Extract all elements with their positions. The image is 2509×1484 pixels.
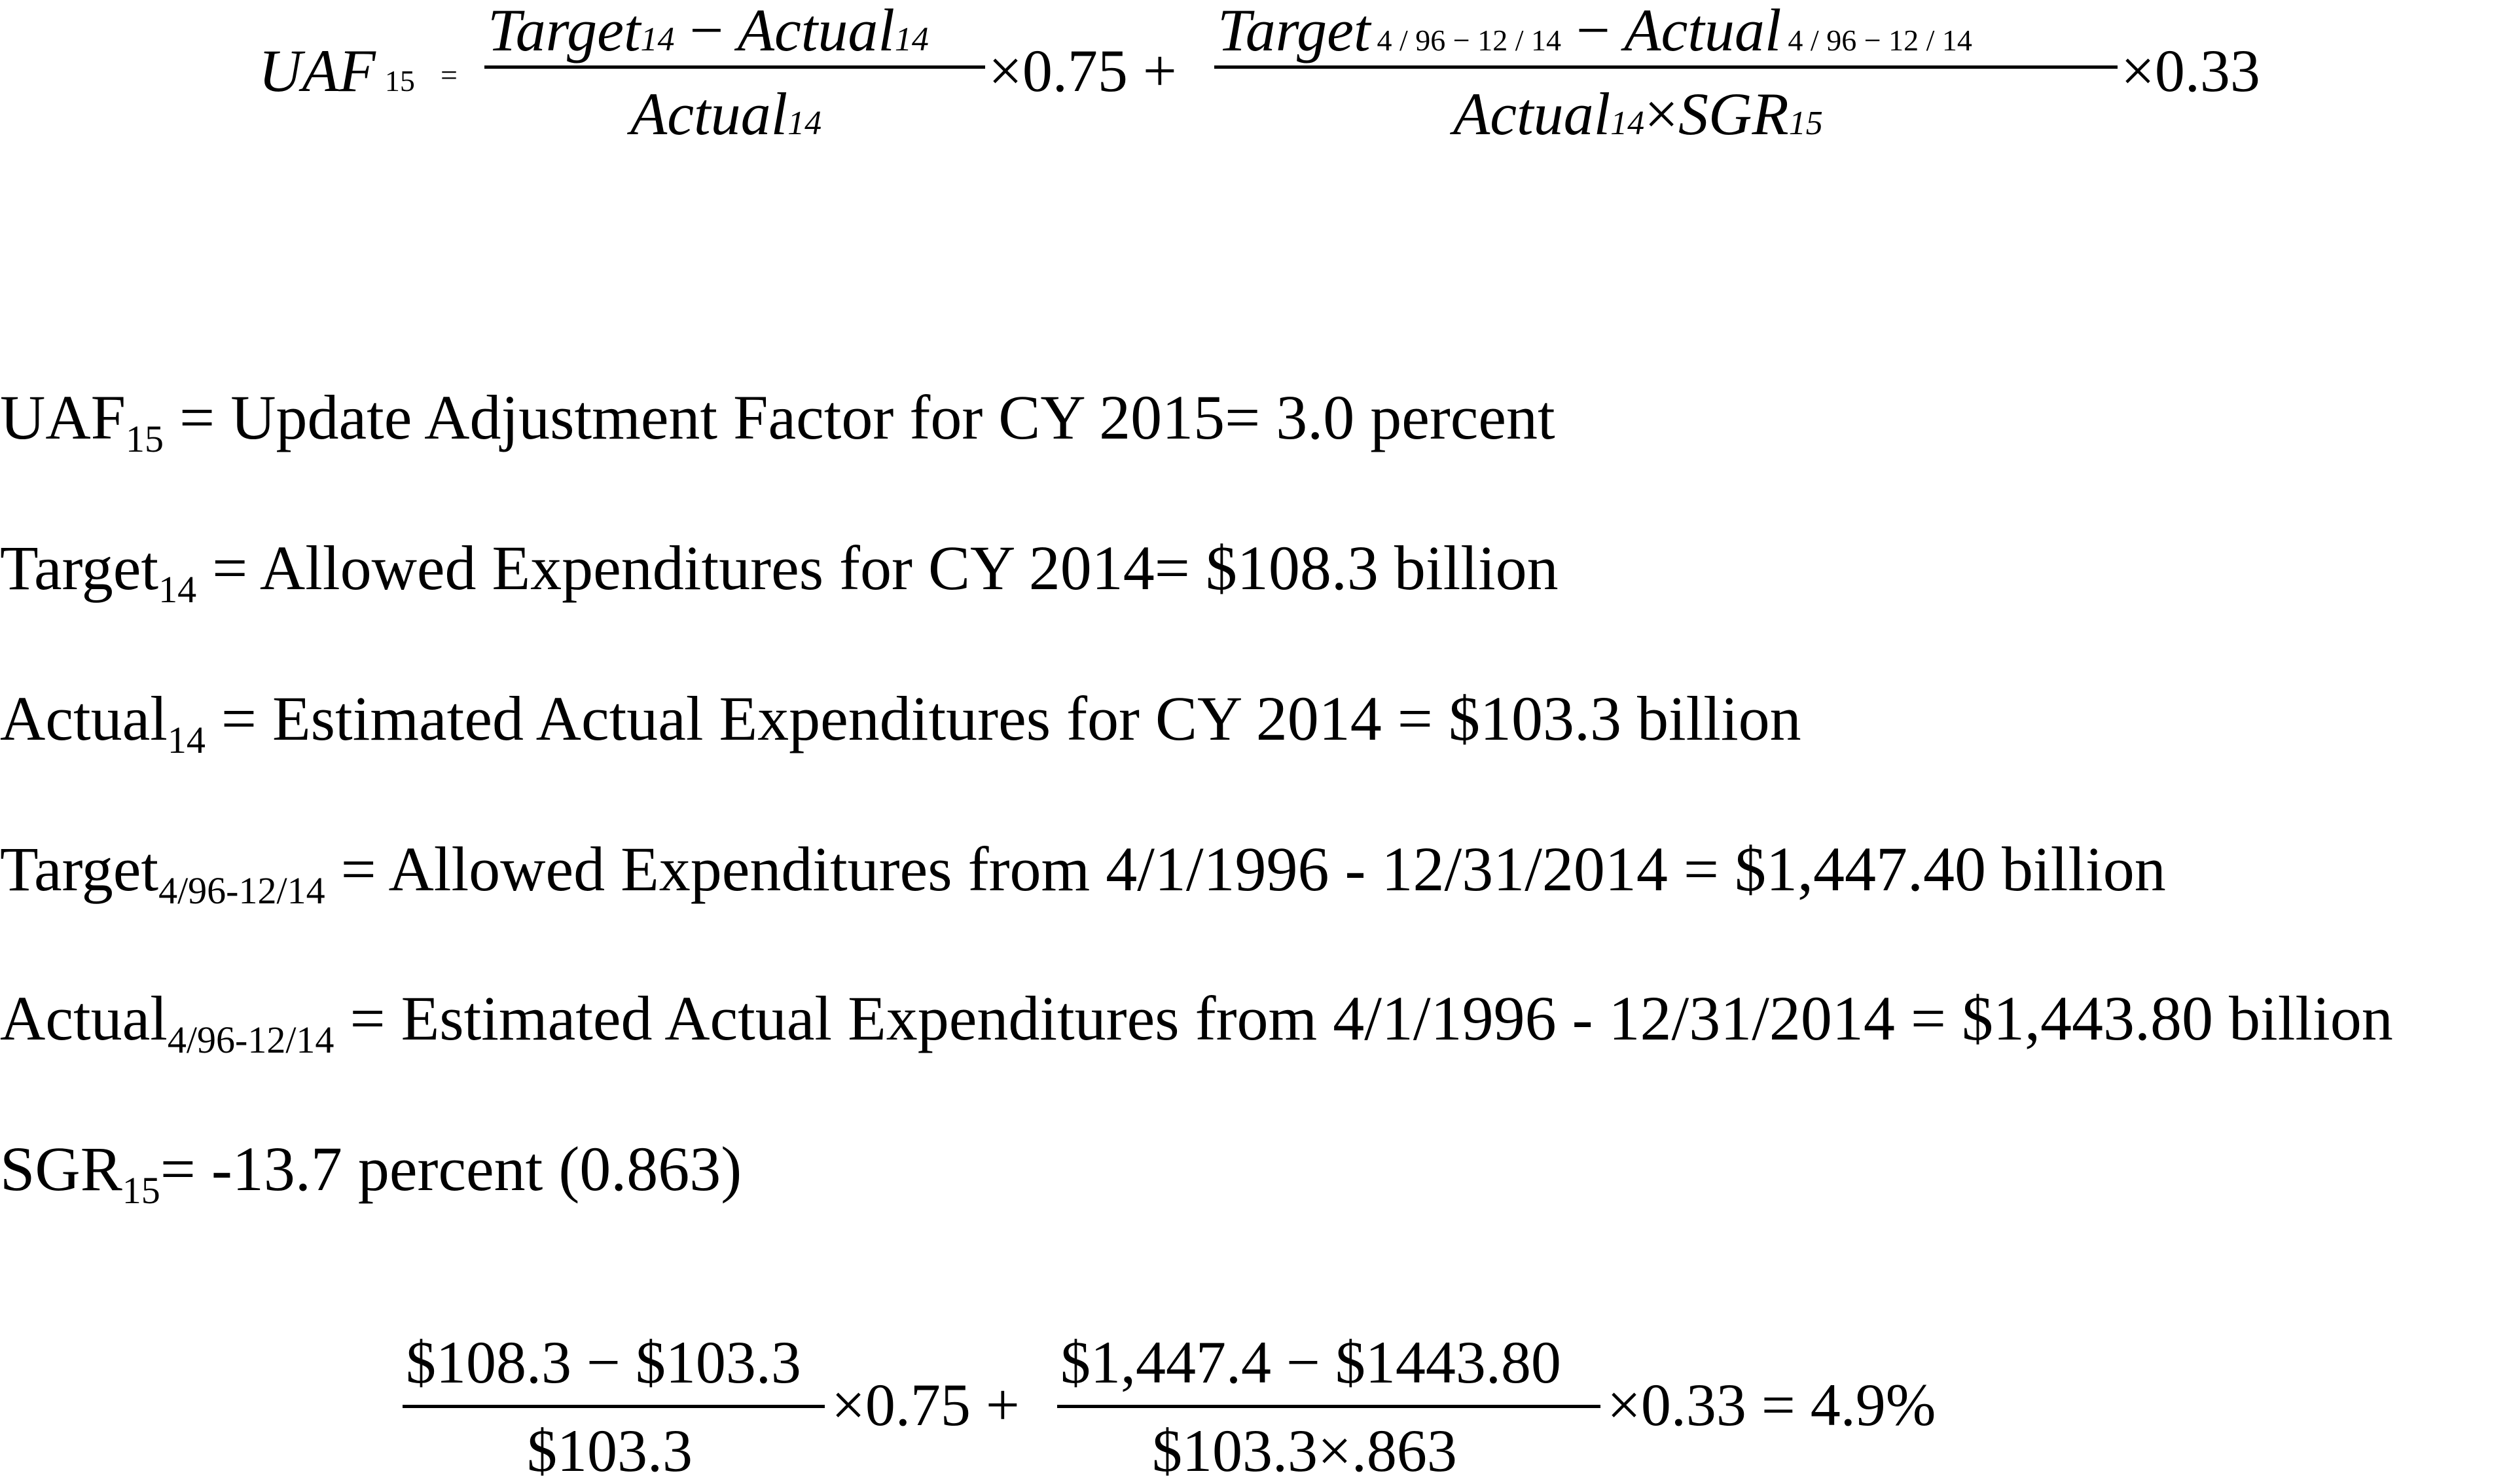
target-subscript: 14 <box>640 21 675 58</box>
actual-symbol: Actual <box>1624 0 1782 63</box>
uaf-formula <box>259 0 2314 151</box>
times-sign: × <box>1644 81 1679 147</box>
actual-symbol: Actual <box>737 0 895 63</box>
lhs-symbol: UAF <box>259 37 376 104</box>
target-symbol: Target <box>488 0 641 63</box>
times-075: ×0.75 + <box>831 1371 1020 1438</box>
definition-text: = -13.7 percent (0.863) <box>160 1134 742 1204</box>
definition-term: Actual <box>0 683 168 753</box>
frac2-bar <box>1057 1405 1600 1408</box>
definition-target-range <box>0 834 2166 912</box>
definition-actual-range <box>0 983 2393 1061</box>
frac1-numerator <box>488 0 929 63</box>
frac1-bar <box>403 1405 825 1408</box>
definition-text: = Estimated Actual Expenditures from 4/1/1996 - 12/31/2014 = $1,443.80 billion <box>334 983 2393 1053</box>
frac2-numerator <box>1218 0 1972 63</box>
actual-subscript: 14 <box>894 21 929 58</box>
frac1-bar <box>484 65 985 69</box>
definition-term: SGR <box>0 1134 122 1204</box>
definition-subscript: 14 <box>167 719 206 761</box>
target-range-subscript: 4 / 96 − 12 / 14 <box>1377 24 1562 57</box>
definition-subscript: 4/96-12/14 <box>158 869 325 912</box>
result: ×0.33 = 4.9% <box>1607 1371 1936 1438</box>
formula-lhs <box>259 37 415 104</box>
definition-text: = Allowed Expenditures from 4/1/1996 - 12/31/2014 = $1,447.40 billion <box>325 834 2166 904</box>
frac1-denominator <box>630 81 822 147</box>
definition-subscript: 15 <box>122 1169 160 1212</box>
sgr-symbol: SGR <box>1678 81 1789 147</box>
lhs-subscript: 15 <box>384 64 415 98</box>
frac2-numerator: $1,447.4 − $1443.80 <box>1060 1329 1561 1396</box>
frac1-denominator: $103.3 <box>527 1417 693 1484</box>
definition-subscript: 4/96-12/14 <box>167 1019 334 1061</box>
definition-actual14 <box>0 683 1801 761</box>
actual-subscript: 14 <box>787 105 822 142</box>
equals-sign: = <box>441 58 458 92</box>
times-075: ×0.75 + <box>988 37 1177 104</box>
definition-term: UAF <box>0 382 126 452</box>
definition-uaf <box>0 382 1555 460</box>
definition-text: = Allowed Expenditures for CY 2014= $108.3 billion <box>196 533 1559 603</box>
target-symbol: Target <box>1218 0 1371 63</box>
definition-term: Actual <box>0 983 168 1053</box>
definition-text: = Update Adjustment Factor for CY 2015= 3.0 percent <box>164 382 1555 452</box>
definition-target14 <box>0 533 1559 611</box>
uaf-computation <box>399 1322 1983 1484</box>
frac1-numerator: $108.3 − $103.3 <box>406 1329 801 1396</box>
sgr-subscript: 15 <box>1788 105 1823 142</box>
definition-text: = Estimated Actual Expenditures for CY 2014 = $103.3 billion <box>205 683 1801 753</box>
definition-subscript: 15 <box>126 418 164 460</box>
frac2-denominator: $103.3×.863 <box>1152 1417 1457 1484</box>
actual-symbol: Actual <box>630 81 788 147</box>
minus-sign: − <box>689 0 724 63</box>
actual-subscript: 14 <box>1610 105 1645 142</box>
definition-subscript: 14 <box>158 568 197 611</box>
minus-sign: − <box>1576 0 1610 63</box>
definition-term: Target <box>0 533 159 603</box>
times-033: ×0.33 <box>2121 37 2260 104</box>
definition-sgr <box>0 1134 742 1212</box>
actual-symbol: Actual <box>1453 81 1611 147</box>
actual-range-subscript: 4 / 96 − 12 / 14 <box>1788 24 1972 57</box>
frac2-denominator <box>1453 81 1823 147</box>
definition-term: Target <box>0 834 159 904</box>
frac2-bar <box>1214 65 2118 69</box>
